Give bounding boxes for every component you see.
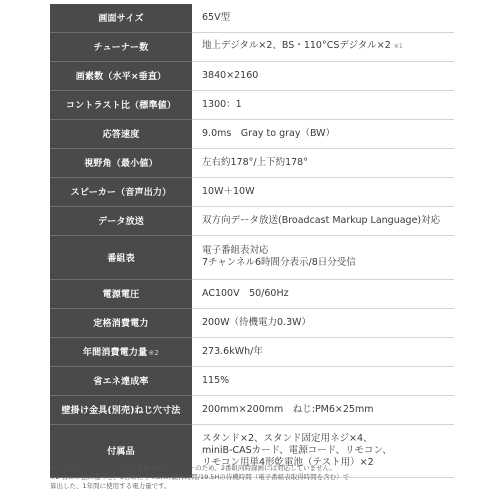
spec-label: 画面サイズ [98, 14, 144, 25]
spec-label-cell [50, 366, 192, 395]
spec-label-cell [50, 61, 192, 90]
spec-value: 273.6kWh/年 [202, 345, 263, 357]
spec-row [50, 177, 454, 206]
spec-value-cell [192, 32, 454, 61]
spec-row [50, 148, 454, 177]
spec-label-cell [50, 177, 192, 206]
spec-value: AC100V 50/60Hz [202, 287, 289, 299]
spec-label-cell [50, 148, 192, 177]
spec-row [50, 32, 454, 61]
spec-value-cell [192, 4, 454, 32]
spec-label: 応答速度 [102, 130, 140, 140]
spec-value: 65V型 [202, 11, 231, 23]
spec-label-cell [50, 279, 192, 308]
spec-value: 双方向データ放送(Broadcast Markup Language)対応 [202, 214, 441, 226]
spec-value-cell [192, 235, 454, 279]
spec-value: 電子番組表対応 [202, 245, 269, 256]
spec-row [50, 119, 454, 148]
spec-row [50, 206, 454, 235]
spec-value-cell [192, 337, 454, 366]
spec-value-cell [192, 279, 454, 308]
spec-label-cell [50, 32, 192, 61]
spec-label: 番組表 [107, 253, 135, 264]
spec-table-body [50, 4, 454, 477]
spec-row [50, 235, 454, 279]
spec-value-cell [192, 177, 454, 206]
spec-value: 3840×2160 [202, 69, 259, 81]
footnote-line: 算出した、1年間に使用する電力量です。 [50, 482, 171, 490]
spec-value: 200mm×200mm ねじ:PM6×25mm [202, 403, 374, 415]
spec-label-note: ※2 [148, 349, 160, 357]
spec-label: 定格消費電力 [93, 319, 149, 329]
spec-label-cell [50, 235, 192, 279]
spec-value-cell [192, 61, 454, 90]
spec-value: 1300：1 [202, 98, 242, 110]
spec-label: データ放送 [97, 217, 144, 227]
spec-value: 7チャンネル6時間分表示/8日分受信 [202, 257, 356, 268]
spec-label: チューナー数 [93, 43, 149, 53]
spec-value: スタンド×2、スタンド固定用ネジ×4、 [202, 432, 373, 444]
spec-value: 左右約178°/上下約178° [202, 156, 308, 168]
spec-label: 付属品 [107, 447, 135, 457]
spec-value-cell [192, 308, 454, 337]
spec-value: 10W＋10W [202, 185, 255, 197]
spec-row [50, 61, 454, 90]
spec-label: 電源電圧 [102, 290, 140, 300]
spec-value: 9.0ms Gray to gray（BW） [202, 127, 336, 139]
spec-value-cell [192, 395, 454, 424]
spec-table [50, 4, 454, 478]
footnote-line: ※1 ダブルチューナーの1つは視聴専用チューナーのため、2番組同時録画には対応していません。 [50, 464, 336, 472]
spec-row [50, 4, 454, 32]
spec-label-cell [50, 395, 192, 424]
spec-label: 視野角（最小値） [84, 159, 158, 169]
spec-label-cell [50, 4, 192, 32]
spec-value: miniB-CASカード、電源コード、リモコン、 [202, 444, 392, 456]
spec-value: 115% [202, 374, 230, 386]
spec-value-cell [192, 206, 454, 235]
spec-value-cell [192, 90, 454, 119]
spec-value-cell [192, 366, 454, 395]
spec-label: 壁掛け金具(別売)ねじ穴寸法 [61, 406, 181, 416]
spec-value: リモコン用単4形乾電池（テスト用）×2 [202, 456, 374, 468]
spec-label-cell [50, 337, 192, 366]
spec-label: コントラスト比（標準値） [65, 101, 177, 111]
spec-label-cell [50, 206, 192, 235]
spec-label-cell [50, 119, 192, 148]
spec-row [50, 279, 454, 308]
spec-label-cell [50, 90, 192, 119]
spec-label: 年間消費電力量 [82, 348, 148, 358]
footnotes [50, 464, 454, 491]
spec-value: 地上デジタル×2、BS・110°CSデジタル×2 [202, 40, 391, 51]
spec-row [50, 395, 454, 424]
spec-value-cell [192, 148, 454, 177]
spec-label: 画素数（水平×垂直） [75, 72, 167, 82]
spec-row [50, 90, 454, 119]
spec-label: スピーカー（音声出力） [70, 188, 172, 198]
footnote-line: ※2 省エネ法に基づき、1日あたり4.5Hの動作時間/19.5Hの待機時間（電子番組表取得時間を含む）で [50, 473, 350, 481]
spec-label: 省エネ達成率 [93, 377, 149, 387]
spec-value-note: ※1 [393, 43, 403, 50]
spec-row [50, 337, 454, 366]
spec-row [50, 308, 454, 337]
spec-value-cell [192, 119, 454, 148]
spec-label-cell [50, 308, 192, 337]
spec-row [50, 366, 454, 395]
spec-value: 200W（待機電力0.3W） [202, 316, 312, 328]
